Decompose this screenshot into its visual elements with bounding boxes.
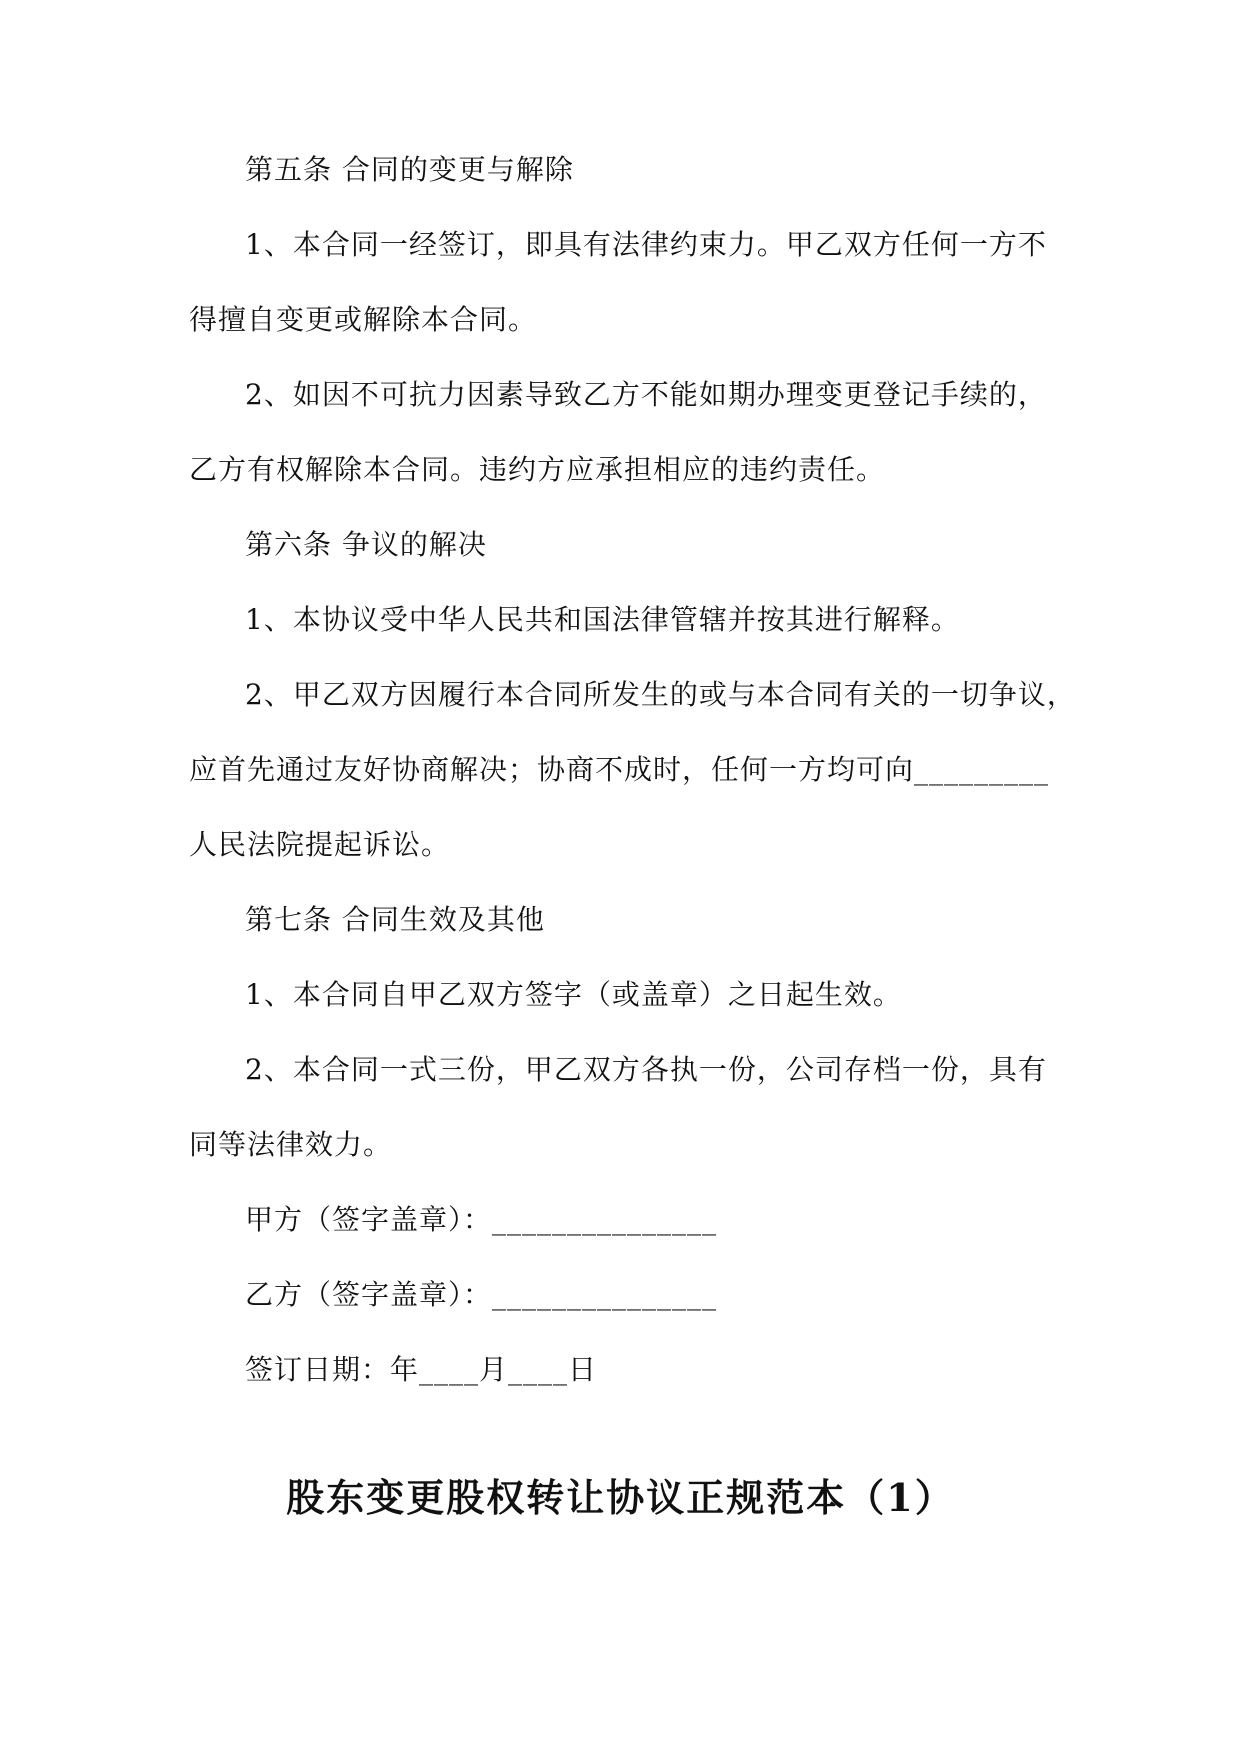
article-6-clause-1: 1、本协议受中华人民共和国法律管辖并按其进行解释。 bbox=[245, 603, 960, 636]
article-5-clause-2: 2、如因不可抗力因素导致乙方不能如期办理变更登记手续的， bbox=[245, 378, 1047, 411]
article-6-clause-2-end: 人民法院提起诉讼。 bbox=[189, 828, 451, 861]
article-5-clause-1-cont: 得擅自变更或解除本合同。 bbox=[189, 303, 538, 336]
next-document-title: 股东变更股权转让协议正规范本（1） bbox=[286, 1475, 955, 1520]
article-5-heading: 第五条 合同的变更与解除 bbox=[245, 153, 574, 186]
article-6-heading: 第六条 争议的解决 bbox=[245, 528, 487, 561]
article-5-clause-2-cont: 乙方有权解除本合同。违约方应承担相应的违约责任。 bbox=[189, 453, 886, 486]
article-7-clause-2-cont: 同等法律效力。 bbox=[189, 1128, 393, 1161]
article-7-heading: 第七条 合同生效及其他 bbox=[245, 903, 545, 936]
article-7-clause-1: 1、本合同自甲乙双方签字（或盖章）之日起生效。 bbox=[245, 978, 902, 1011]
party-b-signature: 乙方（签字盖章）：_______________ bbox=[245, 1278, 718, 1311]
article-7-clause-2: 2、本合同一式三份，甲乙双方各执一份，公司存档一份，具有 bbox=[245, 1053, 1047, 1086]
article-6-clause-2: 2、甲乙双方因履行本合同所发生的或与本合同有关的一切争议， bbox=[245, 678, 1076, 711]
party-a-signature: 甲方（签字盖章）：_______________ bbox=[245, 1203, 718, 1236]
article-5-clause-1: 1、本合同一经签订，即具有法律约束力。甲乙双方任何一方不 bbox=[245, 228, 1047, 261]
article-6-clause-2-cont: 应首先通过友好协商解决；协商不成时，任何一方均可向_________ bbox=[189, 753, 1050, 786]
signing-date: 签订日期：年____月____日 bbox=[245, 1353, 598, 1386]
